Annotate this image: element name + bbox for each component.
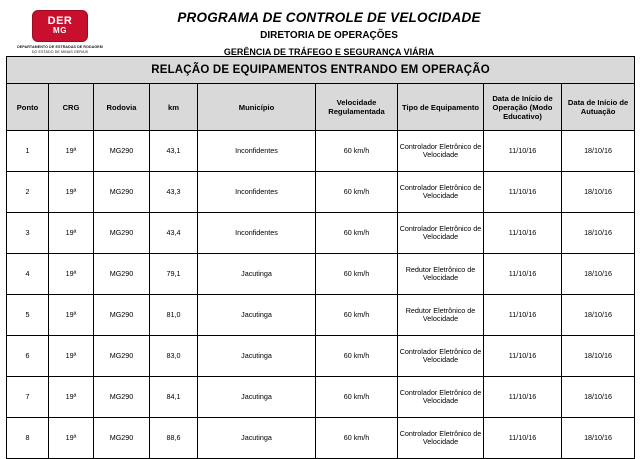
- cell-km: 84,1: [150, 377, 198, 418]
- cell-rodovia: MG290: [94, 336, 150, 377]
- cell-crg: 19ª: [49, 336, 94, 377]
- cell-rodovia: MG290: [94, 418, 150, 459]
- cell-tipo: Redutor Eletrônico de Velocidade: [398, 254, 484, 295]
- cell-data-autuacao: 18/10/16: [562, 131, 635, 172]
- cell-velocidade: 60 km/h: [316, 131, 398, 172]
- cell-municipio: Jacutinga: [198, 295, 316, 336]
- cell-tipo: Controlador Eletrônico de Velocidade: [398, 131, 484, 172]
- cell-ponto: 8: [7, 418, 49, 459]
- cell-tipo: Redutor Eletrônico de Velocidade: [398, 295, 484, 336]
- cell-data-autuacao: 18/10/16: [562, 295, 635, 336]
- cell-velocidade: 60 km/h: [316, 418, 398, 459]
- table-banner-row: [7, 57, 635, 84]
- table-container: [0, 56, 640, 459]
- cell-data-operacao: 11/10/16: [484, 213, 562, 254]
- cell-municipio: Jacutinga: [198, 418, 316, 459]
- table-banner-title: RELAÇÃO DE EQUIPAMENTOS ENTRANDO EM OPERAÇÃO: [7, 57, 635, 84]
- cell-crg: 19ª: [49, 418, 94, 459]
- page-subtitle-secondary: GERÊNCIA DE TRÁFEGO E SEGURANÇA VIÁRIA: [223, 47, 435, 57]
- cell-velocidade: 60 km/h: [316, 336, 398, 377]
- cell-rodovia: MG290: [94, 295, 150, 336]
- table-body: [7, 131, 635, 459]
- cell-km: 79,1: [150, 254, 198, 295]
- logo-badge-line1: DER: [47, 15, 73, 27]
- cell-data-autuacao: 18/10/16: [562, 254, 635, 295]
- cell-ponto: 6: [7, 336, 49, 377]
- column-header-data-autuacao: Data de Início de Autuação: [562, 84, 635, 131]
- table-row: [7, 131, 635, 172]
- document-header: [0, 0, 640, 56]
- cell-ponto: 5: [7, 295, 49, 336]
- cell-rodovia: MG290: [94, 254, 150, 295]
- cell-data-operacao: 11/10/16: [484, 131, 562, 172]
- cell-km: 88,6: [150, 418, 198, 459]
- equipment-table: [6, 56, 635, 459]
- cell-rodovia: MG290: [94, 213, 150, 254]
- cell-crg: 19ª: [49, 131, 94, 172]
- column-header-km: km: [150, 84, 198, 131]
- cell-rodovia: MG290: [94, 377, 150, 418]
- logo-caption-line1: DEPARTAMENTO DE ESTRADAS DE RODAGEM: [17, 45, 103, 49]
- cell-km: 83,0: [150, 336, 198, 377]
- cell-tipo: Controlador Eletrônico de Velocidade: [398, 418, 484, 459]
- cell-velocidade: 60 km/h: [316, 213, 398, 254]
- cell-crg: 19ª: [49, 377, 94, 418]
- cell-data-operacao: 11/10/16: [484, 295, 562, 336]
- logo-badge-line2: MG: [53, 26, 67, 35]
- cell-ponto: 1: [7, 131, 49, 172]
- column-header-municipio: Município: [198, 84, 316, 131]
- cell-data-autuacao: 18/10/16: [562, 377, 635, 418]
- cell-km: 43,1: [150, 131, 198, 172]
- cell-data-operacao: 11/10/16: [484, 254, 562, 295]
- cell-municipio: Inconfidentes: [198, 172, 316, 213]
- cell-velocidade: 60 km/h: [316, 254, 398, 295]
- cell-municipio: Inconfidentes: [198, 213, 316, 254]
- column-header-rodovia: Rodovia: [94, 84, 150, 131]
- cell-tipo: Controlador Eletrônico de Velocidade: [398, 377, 484, 418]
- cell-data-operacao: 11/10/16: [484, 336, 562, 377]
- cell-tipo: Controlador Eletrônico de Velocidade: [398, 213, 484, 254]
- cell-data-autuacao: 18/10/16: [562, 418, 635, 459]
- cell-data-operacao: 11/10/16: [484, 418, 562, 459]
- cell-crg: 19ª: [49, 172, 94, 213]
- cell-velocidade: 60 km/h: [316, 295, 398, 336]
- cell-km: 43,4: [150, 213, 198, 254]
- cell-velocidade: 60 km/h: [316, 172, 398, 213]
- cell-tipo: Controlador Eletrônico de Velocidade: [398, 336, 484, 377]
- table-row: [7, 336, 635, 377]
- cell-data-autuacao: 18/10/16: [562, 213, 635, 254]
- table-row: [7, 377, 635, 418]
- page-subtitle: DIRETORIA DE OPERAÇÕES: [260, 30, 398, 41]
- cell-velocidade: 60 km/h: [316, 377, 398, 418]
- table-row: [7, 172, 635, 213]
- logo-caption-line2: DO ESTADO DE MINAS GERAIS: [31, 50, 89, 54]
- column-header-crg: CRG: [49, 84, 94, 131]
- cell-municipio: Jacutinga: [198, 336, 316, 377]
- cell-crg: 19ª: [49, 295, 94, 336]
- table-row: [7, 254, 635, 295]
- cell-municipio: Inconfidentes: [198, 131, 316, 172]
- title-block: [114, 8, 634, 57]
- cell-data-autuacao: 18/10/16: [562, 172, 635, 213]
- der-mg-logo: [6, 8, 114, 55]
- table-row: [7, 295, 635, 336]
- cell-rodovia: MG290: [94, 172, 150, 213]
- cell-data-autuacao: 18/10/16: [562, 336, 635, 377]
- table-row: [7, 213, 635, 254]
- page-title: PROGRAMA DE CONTROLE DE VELOCIDADE: [177, 10, 481, 25]
- cell-municipio: Jacutinga: [198, 377, 316, 418]
- cell-data-operacao: 11/10/16: [484, 377, 562, 418]
- column-header-data-operacao: Data de Início de Operação (Modo Educativo): [484, 84, 562, 131]
- cell-crg: 19ª: [49, 254, 94, 295]
- column-header-ponto: Ponto: [7, 84, 49, 131]
- column-header-tipo-equipamento: Tipo de Equipamento: [398, 84, 484, 131]
- cell-ponto: 2: [7, 172, 49, 213]
- cell-tipo: Controlador Eletrônico de Velocidade: [398, 172, 484, 213]
- table-header-row: [7, 84, 635, 131]
- cell-data-operacao: 11/10/16: [484, 172, 562, 213]
- cell-municipio: Jacutinga: [198, 254, 316, 295]
- cell-km: 81,0: [150, 295, 198, 336]
- column-header-velocidade: Velocidade Regulamentada: [316, 84, 398, 131]
- cell-rodovia: MG290: [94, 131, 150, 172]
- cell-ponto: 3: [7, 213, 49, 254]
- logo-caption: [6, 45, 114, 55]
- der-mg-badge-icon: [32, 10, 88, 42]
- cell-ponto: 4: [7, 254, 49, 295]
- table-row: [7, 418, 635, 459]
- cell-ponto: 7: [7, 377, 49, 418]
- cell-crg: 19ª: [49, 213, 94, 254]
- cell-km: 43,3: [150, 172, 198, 213]
